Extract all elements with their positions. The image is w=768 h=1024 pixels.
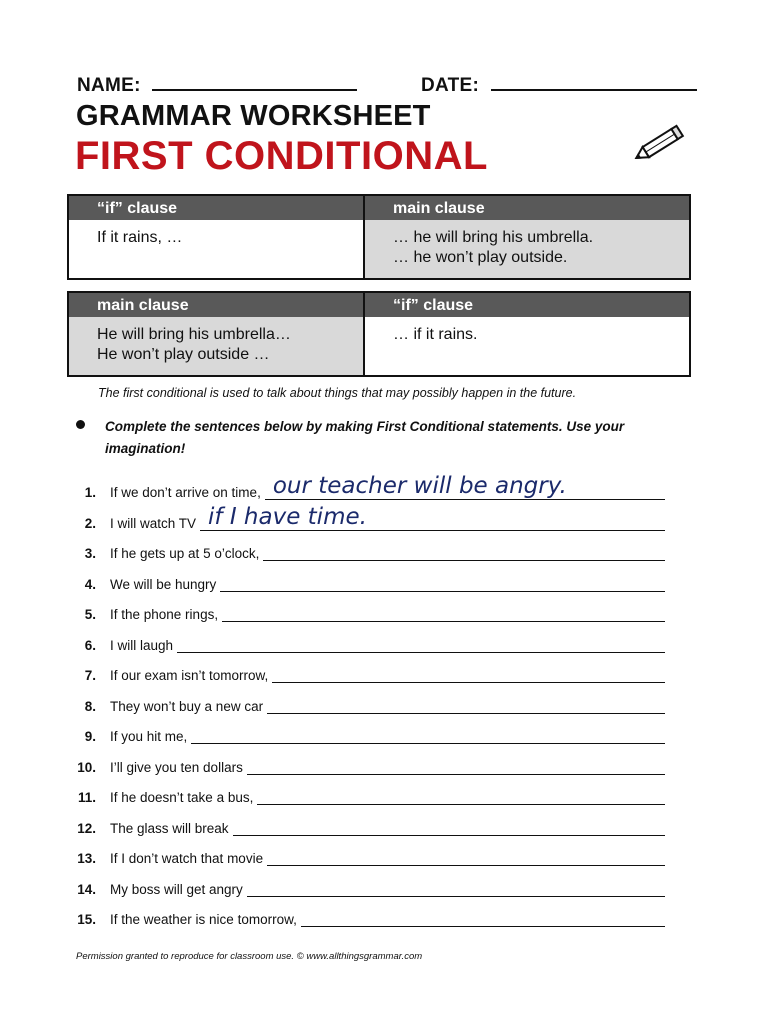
explanation-note: The first conditional is used to talk about things that may possibly happen in the future. <box>98 386 577 400</box>
date-field[interactable] <box>421 74 697 97</box>
exercise-item <box>0 546 768 570</box>
exercise-item <box>0 821 768 845</box>
pencil-icon <box>630 122 688 168</box>
exercise-item <box>0 912 768 936</box>
table-header-if-clause: “if” clause <box>69 196 365 220</box>
item-number: 10. <box>77 759 96 775</box>
table-header-main-clause: main clause <box>393 200 485 217</box>
answer-blank-line[interactable] <box>267 699 665 714</box>
item-number: 13. <box>77 851 96 866</box>
item-number: 15. <box>77 912 96 927</box>
answer-blank-line[interactable] <box>267 851 665 866</box>
item-sentence-stem: My boss will get angry <box>110 881 243 897</box>
answer-blank-line[interactable] <box>233 821 665 836</box>
item-number: 11. <box>77 790 96 805</box>
exercise-item <box>0 473 768 509</box>
exercise-item <box>0 638 768 662</box>
name-field[interactable] <box>77 74 357 97</box>
main-clause-first-table <box>67 291 691 377</box>
table-header-row <box>69 293 689 317</box>
item-number: 1. <box>84 485 96 500</box>
item-sentence-stem: I’ll give you ten dollars <box>110 759 243 775</box>
table-cell-if-clause: … if it rains. <box>393 326 478 343</box>
answer-blank-line[interactable] <box>257 790 665 805</box>
exercise-item <box>0 668 768 692</box>
item-sentence-stem: If I don’t watch that movie <box>110 851 264 866</box>
item-sentence-stem: The glass will break <box>110 820 229 836</box>
item-number: 7. <box>84 668 96 683</box>
item-number: 12. <box>77 820 96 836</box>
item-number: 6. <box>84 637 96 653</box>
instruction-text: Complete the sentences below by making First Conditional statements. Use your imagination! <box>105 419 625 456</box>
exercise-item <box>0 699 768 723</box>
table-body-row <box>69 220 689 278</box>
table-cell-main-clause: … he will bring his umbrella. … he won’t play outside. <box>365 220 689 278</box>
answer-blank-line[interactable] <box>247 760 665 775</box>
date-blank-line[interactable] <box>491 74 697 91</box>
item-sentence-stem: If the phone rings, <box>110 607 219 622</box>
exercise-item <box>0 607 768 631</box>
item-sentence-stem: If he gets up at 5 o’clock, <box>110 546 260 561</box>
item-sentence-stem: If he doesn’t take a bus, <box>110 790 254 805</box>
table-body-row <box>69 317 689 375</box>
exercise-item <box>0 790 768 814</box>
worksheet-title: GRAMMAR WORKSHEET <box>76 100 431 132</box>
answer-blank-line[interactable] <box>263 546 665 561</box>
bullet-icon <box>76 420 85 429</box>
answer-blank-line[interactable] <box>191 729 665 744</box>
item-sentence-stem: I will watch TV <box>110 515 197 531</box>
answer-blank-line[interactable] <box>272 668 665 683</box>
worksheet-topic: FIRST CONDITIONAL <box>75 134 488 178</box>
item-sentence-stem: If our exam isn’t tomorrow, <box>110 668 269 683</box>
exercise-item <box>0 503 768 540</box>
item-number: 2. <box>84 515 96 531</box>
item-number: 4. <box>84 576 96 592</box>
copyright-footer: Permission granted to reproduce for classroom use. © www.allthingsgrammar.com <box>76 951 423 962</box>
item-number: 5. <box>84 607 96 622</box>
if-clause-first-table <box>67 194 691 280</box>
table-cell-main-clause: He will bring his umbrella… He won’t play outside … <box>69 317 365 375</box>
answer-blank-line[interactable] <box>220 577 665 592</box>
item-number: 14. <box>77 881 96 897</box>
item-sentence-stem: We will be hungry <box>110 576 217 592</box>
table-header-row <box>69 196 689 220</box>
answer-blank-line[interactable] <box>301 912 665 927</box>
exercise-item <box>0 577 768 601</box>
item-number: 3. <box>84 546 96 561</box>
name-blank-line[interactable] <box>152 74 357 91</box>
exercise-item <box>0 851 768 875</box>
item-sentence-stem: If you hit me, <box>110 729 188 744</box>
date-label: DATE: <box>421 75 480 96</box>
handwritten-answer: if I have time. <box>208 503 367 530</box>
item-sentence-stem: They won’t buy a new car <box>110 698 264 714</box>
item-number: 8. <box>84 698 96 714</box>
exercise-item <box>0 729 768 753</box>
answer-blank-line[interactable] <box>222 607 665 622</box>
item-sentence-stem: I will laugh <box>110 637 174 653</box>
exercise-item <box>0 882 768 906</box>
item-number: 9. <box>84 729 96 744</box>
item-sentence-stem: If the weather is nice tomorrow, <box>110 912 297 927</box>
table-header-if-clause: “if” clause <box>393 297 474 314</box>
table-header-main-clause: main clause <box>69 293 365 317</box>
answer-blank-line[interactable] <box>247 882 665 897</box>
exercise-item <box>0 760 768 784</box>
table-cell-if-clause: If it rains, … <box>69 220 365 278</box>
answer-blank-line[interactable] <box>177 638 665 653</box>
handwritten-answer: our teacher will be angry. <box>272 473 567 499</box>
item-sentence-stem: If we don’t arrive on time, <box>110 485 261 500</box>
name-label: NAME: <box>77 75 141 96</box>
